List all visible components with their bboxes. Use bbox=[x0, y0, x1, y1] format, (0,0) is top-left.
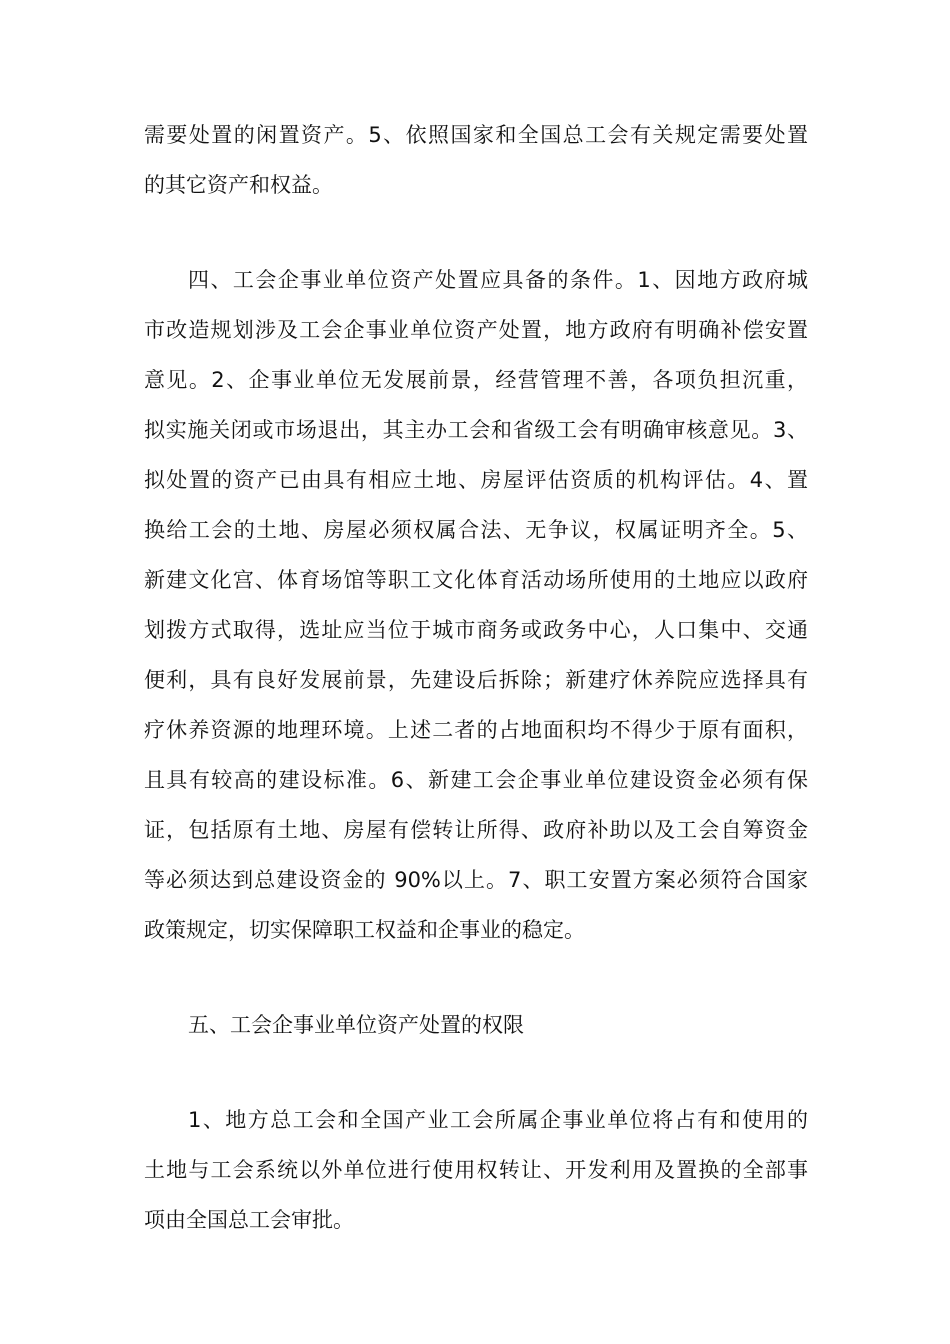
text-line: 拟处置的资产已由具有相应土地、房屋评估资质的机构评估。4、置 bbox=[144, 468, 808, 492]
text-line: 新建文化宫、体育场馆等职工文化体育活动场所使用的土地应以政府 bbox=[144, 568, 808, 592]
section-heading: 五、工会企事业单位资产处置的权限 bbox=[188, 1013, 524, 1037]
text-line: 土地与工会系统以外单位进行使用权转让、开发利用及置换的全部事 bbox=[144, 1158, 808, 1182]
paragraph-authority-item-one bbox=[144, 1095, 808, 1245]
text-line: 证，包括原有土地、房屋有偿转让所得、政府补助以及工会自筹资金 bbox=[144, 818, 808, 842]
text-line: 且具有较高的建设标准。6、新建工会企事业单位建设资金必须有保 bbox=[144, 768, 808, 792]
text-line: 便利，具有良好发展前景，先建设后拆除；新建疗休养院应选择具有 bbox=[144, 668, 808, 692]
text-line: 1、地方总工会和全国产业工会所属企事业单位将占有和使用的 bbox=[188, 1108, 808, 1132]
paragraph-gap bbox=[144, 210, 808, 255]
text-line: 疗休养资源的地理环境。上述二者的占地面积均不得少于原有面积， bbox=[144, 718, 808, 742]
text-line: 等必须达到总建设资金的 90%以上。7、职工安置方案必须符合国家 bbox=[144, 868, 808, 892]
paragraph-section-four-conditions bbox=[144, 255, 808, 955]
document-body bbox=[144, 110, 808, 1245]
paragraph-gap bbox=[144, 1050, 808, 1095]
text-line: 需要处置的闲置资产。5、依照国家和全国总工会有关规定需要处置 bbox=[144, 123, 808, 147]
text-line: 意见。2、企事业单位无发展前景，经营管理不善，各项负担沉重， bbox=[144, 368, 808, 392]
text-line: 的其它资产和权益。 bbox=[144, 173, 333, 197]
text-line: 项由全国总工会审批。 bbox=[144, 1208, 354, 1232]
text-line: 拟实施关闭或市场退出，其主办工会和省级工会有明确审核意见。3、 bbox=[144, 418, 808, 442]
section-heading-five-authority bbox=[144, 1000, 808, 1050]
text-line: 换给工会的土地、房屋必须权属合法、无争议，权属证明齐全。5、 bbox=[144, 518, 808, 542]
text-line: 四、工会企事业单位资产处置应具备的条件。1、因地方政府城 bbox=[188, 268, 808, 292]
text-line: 划拨方式取得，选址应当位于城市商务或政务中心，人口集中、交通 bbox=[144, 618, 808, 642]
text-line: 市改造规划涉及工会企事业单位资产处置，地方政府有明确补偿安置 bbox=[144, 318, 808, 342]
paragraph-gap bbox=[144, 955, 808, 1000]
paragraph-assets-continued bbox=[144, 110, 808, 210]
text-line: 政策规定，切实保障职工权益和企事业的稳定。 bbox=[144, 918, 585, 942]
